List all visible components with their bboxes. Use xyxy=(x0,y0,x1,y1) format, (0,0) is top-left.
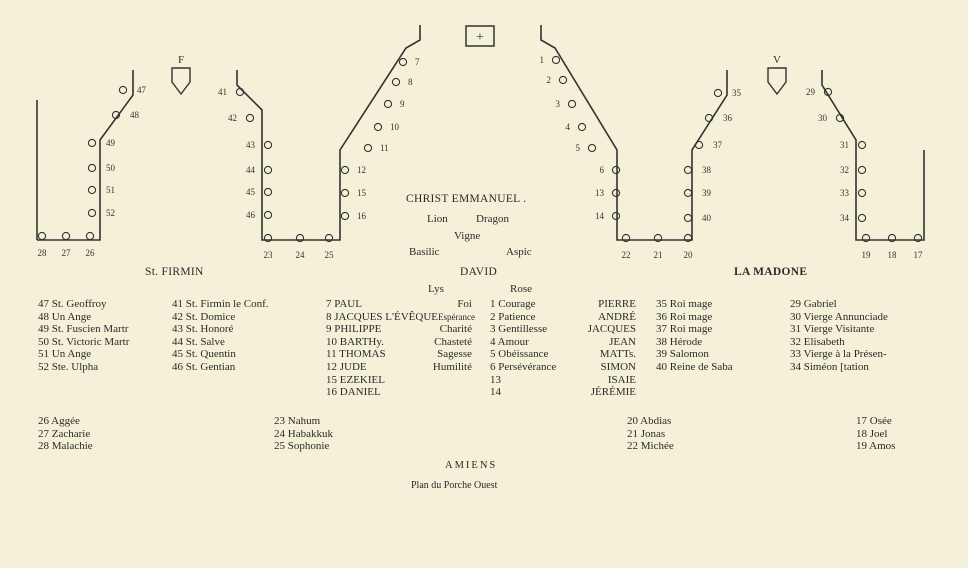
statue-number: 11 xyxy=(380,143,389,153)
lys-label: Lys xyxy=(428,283,444,295)
list-item: 49 St. Fuscien Martr xyxy=(38,323,129,336)
statue-circle xyxy=(552,56,559,63)
statue-name: 12 JUDE xyxy=(326,360,367,373)
beast-asp: Aspic xyxy=(506,246,532,258)
caption-place: AMIENS xyxy=(445,460,498,471)
list-item xyxy=(490,336,636,349)
list-item xyxy=(490,361,636,374)
statue-virtue: JÉRÉMIE xyxy=(590,386,636,399)
statue-number: 51 xyxy=(106,185,115,195)
statue-circle xyxy=(612,189,619,196)
statue-number: 39 xyxy=(702,188,711,198)
statue-circle xyxy=(38,232,45,239)
list-item: 18 Joel xyxy=(856,427,888,440)
statue-virtue: PIERRE xyxy=(598,298,636,310)
statue-circle xyxy=(695,141,702,148)
statue-number: 48 xyxy=(130,110,139,120)
statue-circle xyxy=(588,144,595,151)
statue-number: 43 xyxy=(246,140,255,150)
list-item xyxy=(490,348,636,361)
shield-left-mark: F xyxy=(177,54,185,66)
statue-number: 30 xyxy=(818,113,827,123)
list-item: 39 Salomon xyxy=(656,348,709,361)
statue-number: 2 xyxy=(546,75,551,85)
list-item: 48 Un Ange xyxy=(38,310,92,323)
statue-circle xyxy=(341,166,348,173)
statue-number: 14 xyxy=(595,211,604,221)
statue-circle xyxy=(364,144,371,151)
list-item: 22 Michée xyxy=(627,440,674,453)
statue-virtue: Sagesse xyxy=(437,348,472,361)
list-item: 38 Hérode xyxy=(656,335,703,348)
list-item: 24 Habakkuk xyxy=(274,427,333,440)
statue-number: 20 xyxy=(683,250,693,260)
statue-number: 16 xyxy=(357,211,366,221)
statue-name: 6 Persévérance xyxy=(490,360,557,373)
statue-virtue: Chasteté xyxy=(434,335,472,348)
statue-number: 21 xyxy=(653,250,663,260)
list-item: 27 Zacharie xyxy=(38,427,91,440)
list-item: 40 Reine de Saba xyxy=(656,360,733,373)
statue-circle xyxy=(264,211,271,218)
statue-virtue: JEAN xyxy=(609,335,636,348)
statue-circle xyxy=(858,166,865,173)
beast-basilisk: Basilic xyxy=(409,246,440,258)
statue-virtue: Humilité xyxy=(432,360,472,373)
statue-number: 35 xyxy=(732,88,741,98)
statue-virtue: Foi xyxy=(457,298,472,310)
statue-name: 16 DANIEL xyxy=(326,386,381,399)
statue-number: 6 xyxy=(599,165,604,175)
statue-circle xyxy=(684,166,691,173)
statue-name: 2 Patience xyxy=(490,310,536,323)
statue-number: 7 xyxy=(415,57,420,67)
list-item: 36 Roi mage xyxy=(656,310,713,323)
list-item: 20 Abdias xyxy=(627,415,672,427)
statue-name: 10 BARTHy. xyxy=(326,335,384,348)
statue-number: 38 xyxy=(702,165,711,175)
statue-number: 47 xyxy=(137,85,146,95)
statue-circle xyxy=(858,214,865,221)
list-item: 51 Un Ange xyxy=(38,348,92,361)
statue-name: 1 Courage xyxy=(490,298,536,310)
statue-number: 37 xyxy=(713,140,722,150)
list-item: 30 Vierge Annunciade xyxy=(790,310,888,323)
statue-circle xyxy=(264,141,271,148)
statue-number: 33 xyxy=(840,188,849,198)
statue-circle xyxy=(374,123,381,130)
list-item: 45 St. Quentin xyxy=(172,348,236,361)
statue-circle xyxy=(392,78,399,85)
caption-subtitle: Plan du Porche Ouest xyxy=(411,480,498,491)
statue-circle xyxy=(341,212,348,219)
statue-number: 17 xyxy=(913,250,923,260)
statue-virtue: MATTs. xyxy=(599,348,636,361)
statue-number: 27 xyxy=(61,248,71,258)
statue-circle xyxy=(684,214,691,221)
madone-list-2 xyxy=(790,298,888,374)
list-item: 21 Jonas xyxy=(627,427,666,440)
list-item: 35 Roi mage xyxy=(656,298,713,310)
list-item: 52 Ste. Ulpha xyxy=(38,360,99,373)
list-item: 42 St. Domice xyxy=(172,310,236,323)
david-list-2 xyxy=(490,298,636,399)
statue-circle xyxy=(62,232,69,239)
statue-number: 25 xyxy=(324,250,334,260)
statue-number: 24 xyxy=(295,250,305,260)
list-item: 44 St. Salve xyxy=(172,335,225,348)
list-item: 19 Amos xyxy=(856,440,896,453)
list-item: 37 Roi mage xyxy=(656,323,713,336)
central-mark: + xyxy=(476,30,484,45)
statue-circle xyxy=(578,123,585,130)
statue-circle xyxy=(86,232,93,239)
portal-david-title: DAVID xyxy=(460,266,498,278)
prophets-list-1 xyxy=(38,415,93,453)
wall-madone xyxy=(822,70,924,240)
list-item xyxy=(490,298,636,311)
statue-number: 5 xyxy=(575,143,580,153)
statue-virtue: ANDRÉ xyxy=(598,310,636,323)
statue-circle xyxy=(88,209,95,216)
statue-number: 52 xyxy=(106,208,115,218)
statue-number: 23 xyxy=(263,250,273,260)
statue-circle xyxy=(714,89,721,96)
statue-number: 18 xyxy=(887,250,897,260)
list-item xyxy=(326,374,472,387)
center-title: CHRIST EMMANUEL . xyxy=(406,193,527,205)
statue-name: 14 xyxy=(490,386,501,399)
statue-name: 4 Amour xyxy=(490,335,529,348)
statue-name: 5 Obéissance xyxy=(490,348,549,361)
statue-circle xyxy=(88,139,95,146)
statue-number: 12 xyxy=(357,165,366,175)
statue-number: 45 xyxy=(246,187,255,197)
statue-number: 34 xyxy=(840,213,849,223)
list-item: 28 Malachie xyxy=(38,440,93,453)
list-item xyxy=(326,361,472,374)
list-item: 50 St. Victoric Martr xyxy=(38,335,130,348)
statue-number: 46 xyxy=(246,210,255,220)
beast-lion: Lion xyxy=(427,213,448,225)
statue-number: 19 xyxy=(861,250,871,260)
statue-circle xyxy=(341,189,348,196)
list-item: 25 Sophonie xyxy=(274,440,330,453)
list-item: 41 St. Firmin le Conf. xyxy=(172,298,269,310)
statue-number: 10 xyxy=(390,122,399,132)
statue-number: 36 xyxy=(723,113,732,123)
statue-number: 13 xyxy=(595,188,604,198)
portal-firmin-title: St. FIRMIN xyxy=(145,266,204,278)
statue-number: 41 xyxy=(218,87,227,97)
statue-number: 29 xyxy=(806,87,815,97)
statue-virtue: ISAIE xyxy=(607,373,636,386)
statue-circle xyxy=(612,212,619,219)
statue-number: 44 xyxy=(246,165,255,175)
list-item: 43 St. Honoré xyxy=(172,323,234,336)
list-item xyxy=(326,298,472,311)
list-item xyxy=(326,310,475,324)
wall-lines xyxy=(37,25,924,240)
list-item: 47 St. Geoffroy xyxy=(38,298,107,310)
list-item: 23 Nahum xyxy=(274,415,321,427)
shield-left-icon xyxy=(172,68,190,94)
statue-number: 15 xyxy=(357,188,366,198)
statue-number: 8 xyxy=(408,77,413,87)
statue-circle xyxy=(559,76,566,83)
shield-right-mark: V xyxy=(773,54,781,66)
prophets-list-3 xyxy=(627,415,674,453)
statue-virtue: SIMON xyxy=(600,360,636,373)
statue-circle xyxy=(88,186,95,193)
statue-circle xyxy=(399,58,406,65)
statue-name: 3 Gentillesse xyxy=(490,323,548,336)
statue-name: 7 PAUL xyxy=(326,298,362,310)
statue-circle xyxy=(684,189,691,196)
statue-circle xyxy=(246,114,253,121)
statue-number: 49 xyxy=(106,138,115,148)
david-list-1 xyxy=(326,298,475,399)
shield-right-icon xyxy=(768,68,786,94)
wall-center-right xyxy=(541,25,727,240)
statue-number: 1 xyxy=(539,55,544,65)
statue-number: 32 xyxy=(840,165,849,175)
statue-number: 42 xyxy=(228,113,237,123)
list-item xyxy=(326,323,472,336)
list-item: 31 Vierge Visitante xyxy=(790,323,875,336)
statue-circle xyxy=(119,86,126,93)
firmin-list-1 xyxy=(38,298,129,374)
wall-firmin-left xyxy=(37,70,133,240)
firmin-list-2 xyxy=(172,298,269,374)
statue-circle xyxy=(612,166,619,173)
list-item: 26 Aggée xyxy=(38,415,80,427)
prophets-list-4 xyxy=(856,415,895,453)
statue-name: 8 JACQUES L'ÉVÊQUE xyxy=(326,310,438,323)
rose-label: Rose xyxy=(510,283,532,295)
statue-numbers xyxy=(38,55,924,260)
statue-number: 31 xyxy=(840,140,849,150)
statue-name: 13 xyxy=(490,373,501,386)
list-item: 46 St. Gentian xyxy=(172,360,236,373)
statue-virtue: Espérance xyxy=(437,311,475,322)
statue-number: 28 xyxy=(37,248,47,258)
beast-vine: Vigne xyxy=(454,230,481,242)
statue-number: 3 xyxy=(555,99,560,109)
statue-circle xyxy=(264,166,271,173)
list-item xyxy=(326,336,472,349)
statue-number: 50 xyxy=(106,163,115,173)
statue-circle xyxy=(88,164,95,171)
statue-circle xyxy=(264,188,271,195)
statue-virtue: JACQUES xyxy=(587,323,636,336)
statue-name: 9 PHILIPPE xyxy=(326,323,382,336)
statue-number: 9 xyxy=(400,99,405,109)
statue-number: 26 xyxy=(85,248,95,258)
list-item xyxy=(490,374,636,387)
list-item: 34 Siméon [tation xyxy=(790,360,869,373)
beast-dragon: Dragon xyxy=(476,213,509,225)
prophets-list-2 xyxy=(274,415,333,453)
list-item xyxy=(326,348,472,361)
statue-circle xyxy=(858,141,865,148)
portal-madone-title: LA MADONE xyxy=(734,266,808,278)
list-item xyxy=(326,386,472,399)
statue-number: 4 xyxy=(565,122,570,132)
list-item: 29 Gabriel xyxy=(790,298,837,310)
statue-name: 15 EZEKIEL xyxy=(326,373,385,386)
statue-number: 22 xyxy=(621,250,631,260)
statue-circle xyxy=(236,88,243,95)
list-item: 17 Osée xyxy=(856,415,892,427)
statue-circle xyxy=(568,100,575,107)
madone-list-1 xyxy=(656,298,733,374)
list-item xyxy=(490,323,636,336)
list-item: 32 Elisabeth xyxy=(790,335,845,348)
list-item: 33 Vierge à la Présen- xyxy=(790,348,887,361)
statue-circle xyxy=(858,189,865,196)
statue-name: 11 THOMAS xyxy=(326,348,386,361)
statue-virtue: Charité xyxy=(439,323,472,336)
wall-firmin-right-center-left xyxy=(237,25,420,240)
statue-circle xyxy=(384,100,391,107)
list-item xyxy=(490,386,636,399)
list-item xyxy=(490,311,636,324)
statue-number: 40 xyxy=(702,213,711,223)
